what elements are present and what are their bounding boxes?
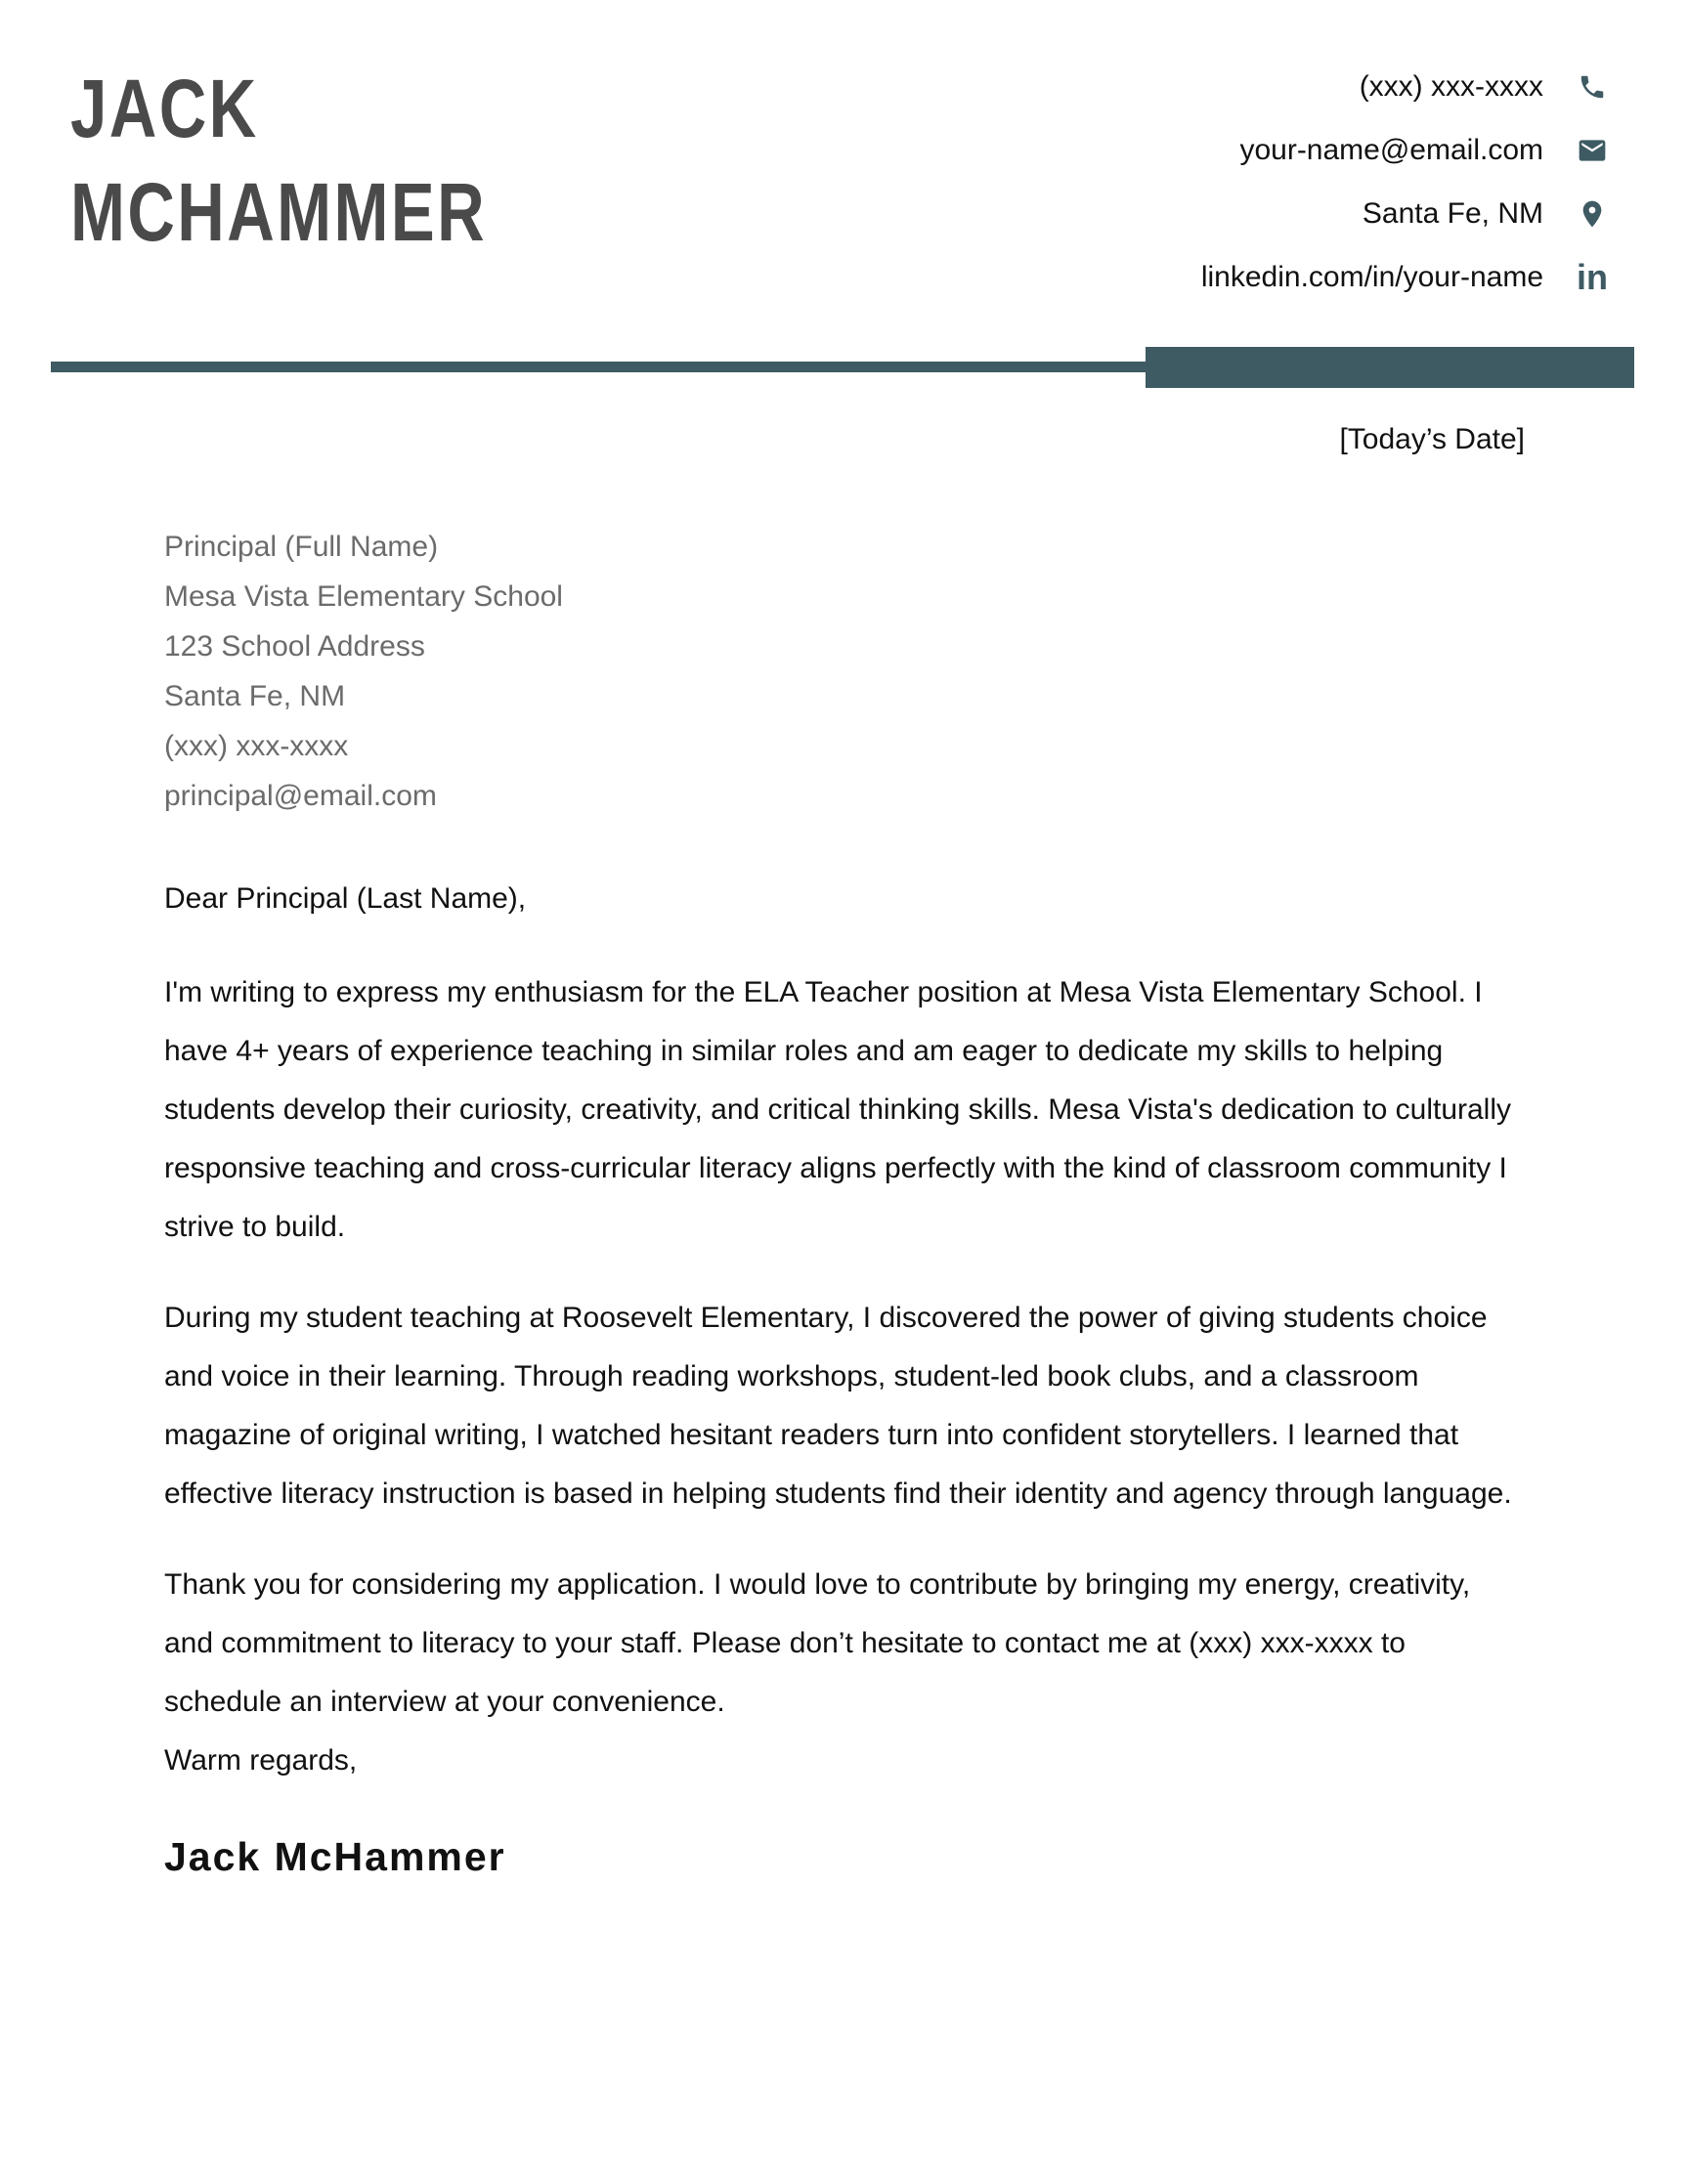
location-text: Santa Fe, NM [1362, 196, 1543, 230]
date-placeholder: [Today’s Date] [1339, 423, 1525, 455]
applicant-name-line2: MCHAMMER [70, 166, 488, 258]
recipient-school: Mesa Vista Elementary School [164, 580, 563, 613]
salutation: Dear Principal (Last Name), [164, 882, 527, 915]
signature-name: Jack McHammer [164, 1834, 506, 1879]
linkedin-url: linkedin.com/in/your-name [1200, 260, 1543, 293]
recipient-city: Santa Fe, NM [164, 680, 346, 712]
divider-line [51, 362, 1146, 372]
contact-row-location [1201, 182, 1610, 245]
body-paragraph-3: Thank you for considering my application. I would love to contribute by bringing my energy, creativity, and commitment to literacy to your staff. Please don’t hesitate to contact me at (xxx) xxx-xxxx to schedule an interview at your convenience. [164, 1568, 1471, 1718]
contact-row-email [1201, 118, 1610, 182]
applicant-name [70, 57, 487, 264]
applicant-name-line1: JACK [70, 63, 259, 154]
recipient-address: 123 School Address [164, 630, 425, 663]
phone-number: (xxx) xxx-xxxx [1359, 69, 1543, 103]
location-pin-icon [1575, 198, 1610, 230]
divider-accent-bar [1146, 347, 1634, 388]
recipient-email: principal@email.com [164, 780, 437, 812]
letter-body [164, 420, 1525, 1884]
linkedin-icon: in [1577, 256, 1608, 297]
recipient-phone: (xxx) xxx-xxxx [164, 730, 349, 762]
contact-block [1201, 55, 1610, 309]
body-paragraph-2: During my student teaching at Roosevelt Elementary, I discovered the power of giving students choice and voice in their learning. Through reading workshops, student-led book clubs, and a classroom magazine of original writing, I watched hesitant readers turn into confident storytellers. I learned that effective literacy instruction is based in helping students find their identity and agency through language. [164, 1302, 1512, 1510]
contact-row-linkedin [1201, 245, 1610, 309]
email-icon [1575, 135, 1610, 166]
email-address: your-name@email.com [1239, 133, 1543, 166]
body-paragraph-1: I'm writing to express my enthusiasm for the ELA Teacher position at Mesa Vista Elementary School. I have 4+ years of experience teaching in similar roles and am eager to dedicate my skills to helping students develop their curiosity, creativity, and critical thinking skills. Mesa Vista's dedication to culturally responsive teaching and cross-curricular literacy aligns perfectly with the kind of classroom community I strive to build. [164, 976, 1512, 1243]
recipient-block [164, 522, 1525, 821]
recipient-name: Principal (Full Name) [164, 531, 439, 563]
phone-icon [1575, 72, 1610, 102]
closing-line: Warm regards, [164, 1744, 358, 1777]
contact-row-phone [1201, 55, 1610, 118]
